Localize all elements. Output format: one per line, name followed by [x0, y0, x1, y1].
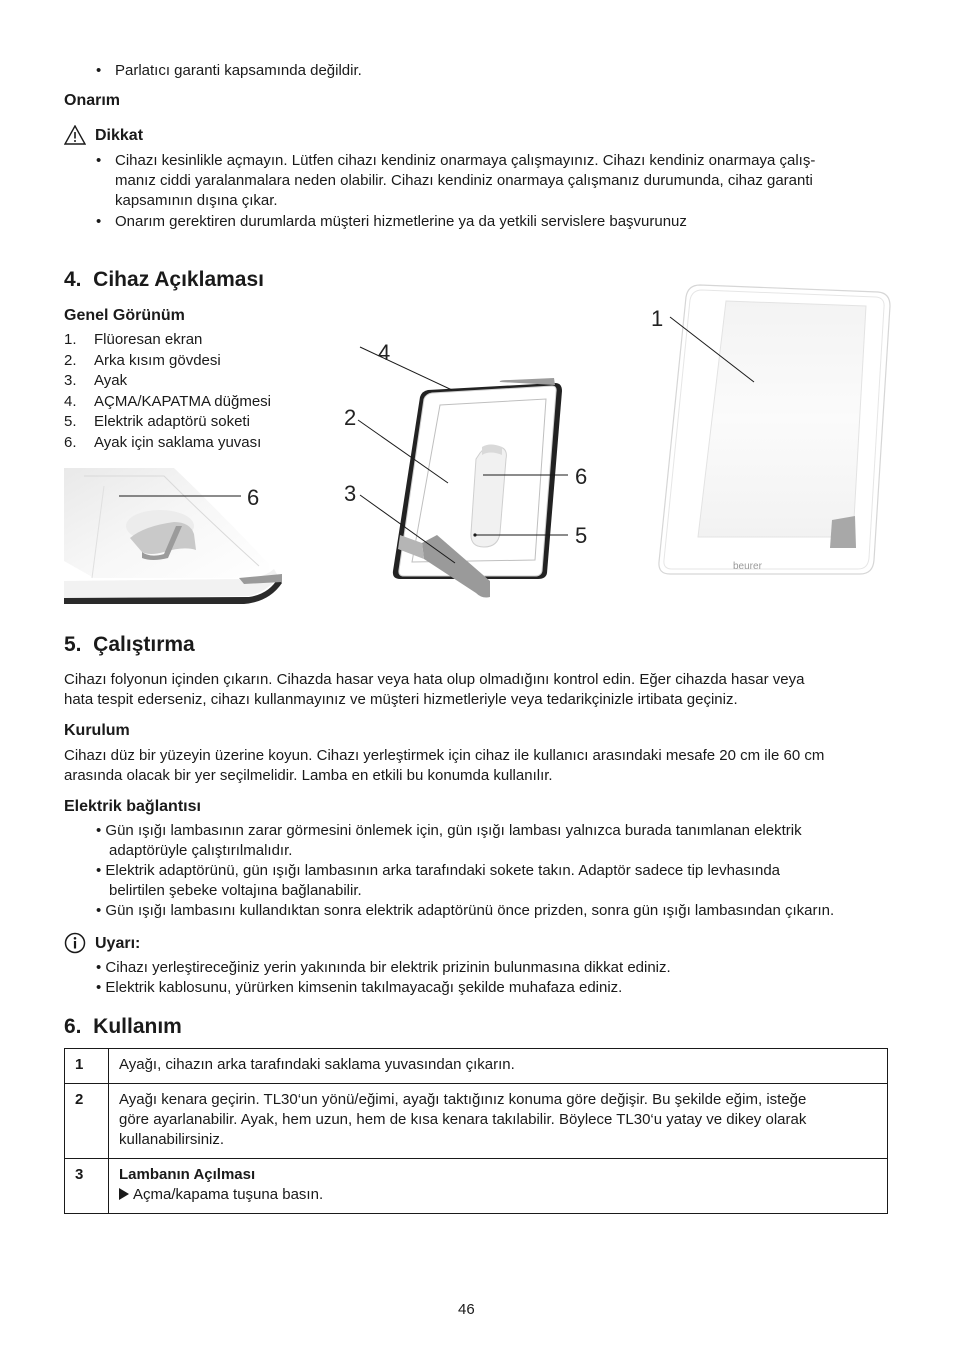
- section-5-title: 5. Çalıştırma: [64, 633, 195, 656]
- warning-bullets: [96, 958, 671, 998]
- intro-line-2: hata tespit ederseniz, cihazı kullanmayınız ve müşteri hizmetleriyle veya tedarikçinizle irtibata geçiniz.: [64, 691, 738, 708]
- step-number: 2: [65, 1084, 109, 1159]
- item-number: 3.: [64, 372, 77, 390]
- front-view-illustration: [650, 282, 895, 582]
- repair-line-2: manız ciddi yaralanmalara neden olabilir. Cihazı kendiniz onarmaya çalışmanız durumunda, cihaz garanti: [115, 172, 813, 189]
- item-label: Arka kısım gövdesi: [94, 351, 221, 369]
- figure-label-5: 5: [575, 523, 588, 548]
- item-number: 1.: [64, 331, 77, 348]
- bullet-dot: •: [96, 62, 102, 79]
- caution-label: Dikkat: [95, 127, 144, 144]
- electric-line-2: adaptörüyle çalıştırılmalıdır.: [109, 842, 293, 859]
- table-row: [65, 1159, 888, 1214]
- item-number: 4.: [64, 392, 77, 410]
- rear-view-illustration: [340, 335, 590, 600]
- bullet-dot: •: [96, 152, 102, 169]
- figure-label-6-mid: 6: [575, 464, 588, 489]
- electric-bullet-1: • Gün ışığı lambasının zarar görmesini önlemek için, gün ışığı lambası yalnızca burada tanımlanan elektrik: [96, 822, 802, 839]
- section-5-intro: [64, 670, 804, 710]
- usage-table: [64, 1048, 888, 1214]
- electric-line-3: Elektrik adaptörünü, gün ışığı lambasının arka tarafındaki sokete takın. Adaptör sadece tip levhasında: [105, 862, 780, 879]
- step-3-line-1: Açma/kapama tuşuna basın.: [133, 1186, 324, 1203]
- repair-line-3: kapsamının dışına çıkar.: [115, 192, 278, 209]
- item-label: Elektrik adaptörü soketi: [94, 413, 250, 431]
- electric-heading: Elektrik bağlantısı: [64, 798, 201, 815]
- electric-line-4: belirtilen şebeke voltajına bağlanabilir.: [109, 882, 362, 899]
- warning-line-1: Cihazı yerleştireceğiniz yerin yakınında bir elektrik prizinin bulunmasına dikkat ediniz.: [105, 959, 671, 976]
- item-number: 5.: [64, 413, 77, 431]
- item-label: Flüoresan ekran: [94, 331, 203, 348]
- figure-label-4: 4: [378, 340, 391, 365]
- warning-label: Uyarı:: [95, 935, 141, 952]
- step-number: 1: [65, 1049, 109, 1084]
- repair-bullet-1-body: [115, 151, 815, 211]
- electric-bullet-2: • Elektrik adaptörünü, gün ışığı lambasının arka tarafındaki sokete takın. Adaptör sadece tip levhasında: [96, 862, 780, 879]
- item-label: Ayak için saklama yuvası: [94, 433, 262, 451]
- electric-bullet-1-cont: [96, 841, 834, 861]
- step-2-line-3: kullanabilirsiniz.: [119, 1131, 225, 1148]
- table-row: [65, 1049, 888, 1084]
- step-3-instruction: [119, 1185, 877, 1205]
- step-3-heading: Lambanın Açılması: [119, 1166, 256, 1183]
- step-text: [109, 1159, 888, 1214]
- section-4-title: 4. Cihaz Açıklaması: [64, 268, 264, 291]
- setup-heading: Kurulum: [64, 722, 130, 739]
- item-label: Ayak: [94, 372, 128, 390]
- bullet-dot: •: [96, 213, 102, 230]
- step-2-line-1: Ayağı kenara geçirin. TL30‘un yönü/eğimi, ayağı taktığınız konuma göre değişir. Bu şekilde eğim, isteğe: [119, 1091, 807, 1108]
- intro-line-1: Cihazı folyonun içinden çıkarın. Cihazda hasar veya hata olup olmadığını kontrol edin. Eğer cihazda hasar veya: [64, 671, 805, 688]
- electric-bullet-2-cont: [96, 881, 834, 901]
- play-arrow-icon: [119, 1188, 129, 1200]
- step-number: 3: [65, 1159, 109, 1214]
- item-number: 2.: [64, 351, 77, 369]
- warning-line-2: Elektrik kablosunu, yürürken kimsenin takılmayacağı şekilde muhafaza ediniz.: [105, 979, 623, 996]
- electric-bullet-3: • Gün ışığı lambasını kullandıktan sonra elektrik adaptörünü önce prizden, sonra gün ışığı lambasından çıkarın.: [96, 902, 835, 919]
- step-text: [109, 1084, 888, 1159]
- page-number: 46: [458, 1301, 475, 1318]
- info-icon: [64, 932, 86, 954]
- top-bullet-text: Parlatıcı garanti kapsamında değildir.: [115, 62, 362, 79]
- figure-label-2: 2: [344, 405, 357, 430]
- step-2-line-2: göre ayarlanabilir. Ayak, hem uzun, hem de kısa kenara takılabilir. Böylece TL30‘u yatay ve dikey olarak: [119, 1111, 807, 1128]
- general-view-heading: Genel Görünüm: [64, 307, 185, 324]
- setup-text: [64, 746, 824, 786]
- electric-line-1: Gün ışığı lambasının zarar görmesini önlemek için, gün ışığı lambası yalnızca burada tanımlanan elektrik: [105, 822, 802, 839]
- step-text: Ayağı, cihazın arka tarafındaki saklama yuvasından çıkarın.: [109, 1049, 888, 1084]
- electric-bullets: [96, 821, 834, 921]
- figure-label-6-left: 6: [247, 485, 260, 510]
- repair-bullet-2-text: Onarım gerektiren durumlarda müşteri hizmetlerine ya da yetkili servislere başvurunuz: [115, 213, 687, 230]
- warning-bullet-1: • Cihazı yerleştireceğiniz yerin yakınında bir elektrik prizinin bulunmasına dikkat ediniz.: [96, 959, 671, 976]
- warning-bullet-2: • Elektrik kablosunu, yürürken kimsenin takılmayacağı şekilde muhafaza ediniz.: [96, 979, 623, 996]
- setup-line-2: arasında olacak bir yer seçilmelidir. Lamba en etkili bu konumda kullanılır.: [64, 767, 553, 784]
- repair-line-1: Cihazı kesinlikle açmayın. Lütfen cihazı kendiniz onarmaya çalışmayınız. Cihazı kendiniz onarmaya çalış-: [115, 152, 816, 169]
- figure-label-3: 3: [344, 481, 357, 506]
- electric-line-5: Gün ışığı lambasını kullandıktan sonra elektrik adaptörünü önce prizden, sonra gün ışığı lambasından çıkarın.: [105, 902, 835, 919]
- warning-triangle-icon: [64, 125, 86, 145]
- table-row: [65, 1084, 888, 1159]
- item-number: 6.: [64, 433, 77, 451]
- repair-heading: Onarım: [64, 92, 121, 109]
- setup-line-1: Cihazı düz bir yüzeyin üzerine koyun. Cihazı yerleştirmek için cihaz ile kullanıcı arasındaki mesafe 20 cm ile 60 cm: [64, 747, 825, 764]
- section-6-title: 6. Kullanım: [64, 1015, 182, 1038]
- brand-logo: beurer: [733, 561, 762, 572]
- figure-label-1: 1: [651, 306, 664, 331]
- item-label: AÇMA/KAPATMA düğmesi: [94, 392, 271, 410]
